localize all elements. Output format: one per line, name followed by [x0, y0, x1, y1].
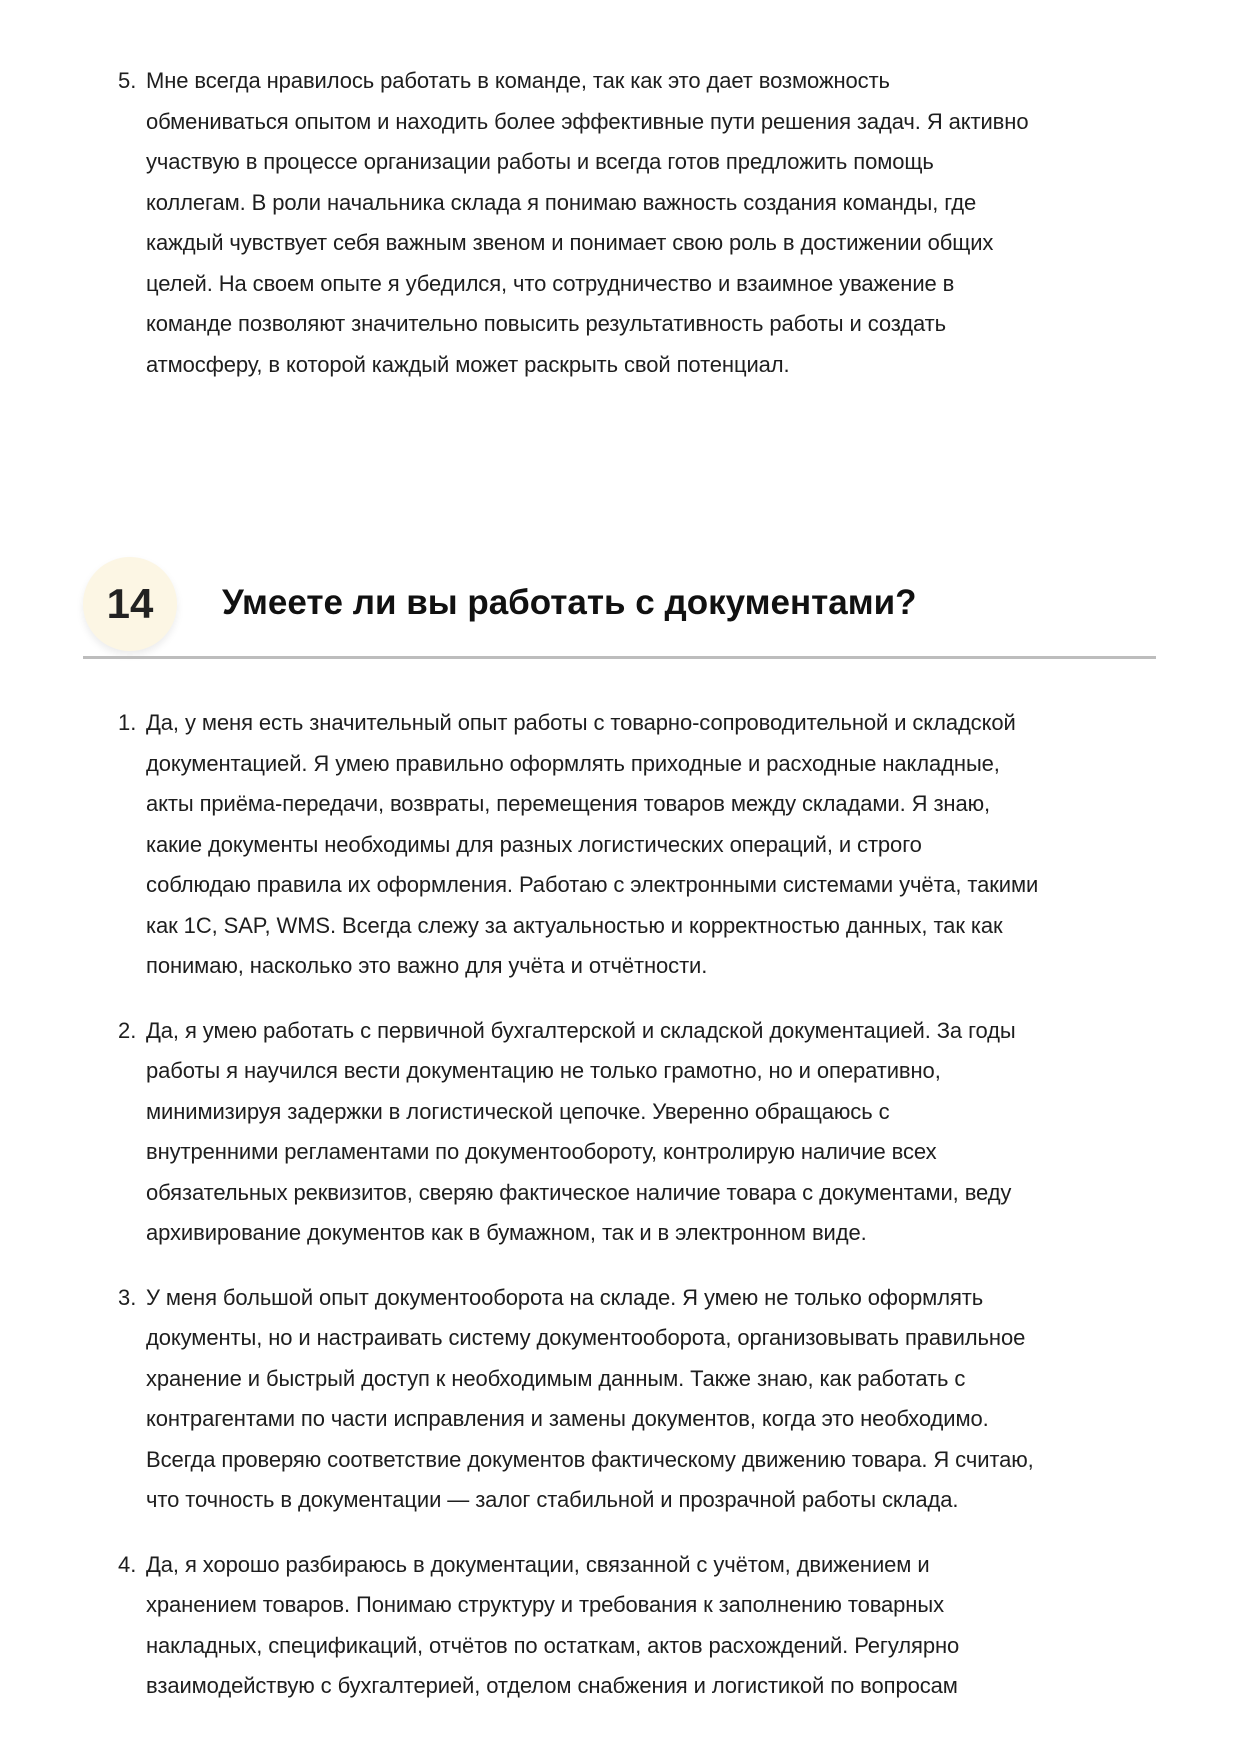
list-item-text-line: минимизируя задержки в логистической цепочке. Уверенно обращаюсь с	[146, 1098, 890, 1124]
list-item-text-line: обязательных реквизитов, сверяю фактическое наличие товара с документами, веду	[146, 1179, 1012, 1205]
list-item-text-line: работы я научился вести документацию не только грамотно, но и оперативно,	[146, 1058, 941, 1083]
list-item-number: 3.	[118, 1284, 137, 1310]
list-item-text-line: целей. На своем опыте я убедился, что сотрудничество и взаимное уважение в	[146, 270, 955, 296]
list-item	[0, 1278, 1239, 1521]
list-item	[0, 703, 1239, 987]
answer-list	[0, 703, 1239, 1731]
list-item-text-line: взаимодействую с бухгалтерией, отделом снабжения и логистикой по вопросам	[146, 1673, 958, 1698]
list-item-text-line: что точность в документации — залог стабильной и прозрачной работы склада.	[146, 1487, 959, 1512]
list-item-number: 4.	[118, 1551, 137, 1577]
list-item-text-line: Мне всегда нравилось работать в команде, так как это дает возможность	[146, 68, 890, 93]
section-divider	[83, 656, 1156, 659]
list-item-number: 2.	[118, 1017, 137, 1043]
question-number-badge: 14	[83, 557, 177, 651]
list-item-text-line: понимаю, насколько это важно для учёта и отчётности.	[146, 953, 708, 978]
list-item-text-line: акты приёма-передачи, возвраты, перемещения товаров между складами. Я знаю,	[146, 791, 991, 816]
list-item-text-line: Всегда проверяю соответствие документов фактическому движению товара. Я считаю,	[146, 1446, 1034, 1472]
list-item-text-line: участвую в процессе организации работы и всегда готов предложить помощь	[146, 149, 934, 174]
list-item-text-line: коллегам. В роли начальника склада я понимаю важность создания команды, где	[146, 189, 977, 215]
list-item-text-line: как 1С, SAP, WMS. Всегда слежу за актуальностью и корректностью данных, так как	[146, 912, 1003, 938]
list-item-text-line: хранение и быстрый доступ к необходимым данным. Также знаю, как работать с	[146, 1365, 966, 1391]
list-item-text-line: атмосферу, в которой каждый может раскрыть свой потенциал.	[146, 351, 790, 377]
list-item-text-line: команде позволяют значительно повысить результативность работы и создать	[146, 311, 946, 336]
list-item	[0, 1545, 1239, 1707]
list-item-text-line: какие документы необходимы для разных логистических операций, и строго	[146, 831, 922, 857]
list-item-text-line: документацией. Я умею правильно оформлять приходные и расходные накладные,	[146, 750, 1000, 776]
list-item-text-line: соблюдаю правила их оформления. Работаю с электронными системами учёта, такими	[146, 872, 1039, 897]
list-item-text-line: Да, у меня есть значительный опыт работы с товарно-сопроводительной и складской	[146, 710, 1016, 735]
list-item	[0, 1011, 1239, 1254]
list-item-text-line: накладных, спецификаций, отчётов по остаткам, актов расхождений. Регулярно	[146, 1632, 960, 1658]
previous-answer-list	[0, 61, 1239, 409]
list-item-text-line: контрагентами по части исправления и замены документов, когда это необходимо.	[146, 1406, 989, 1431]
list-item-text-line: каждый чувствует себя важным звеном и понимает свою роль в достижении общих	[146, 230, 994, 255]
list-item-text-line: документы, но и настраивать систему документооборота, организовывать правильное	[146, 1325, 1026, 1350]
list-item	[0, 61, 1239, 385]
question-title: Умеете ли вы работать с документами?	[222, 583, 917, 622]
list-item-text-line: Да, я умею работать с первичной бухгалтерской и складской документацией. За годы	[146, 1017, 1016, 1043]
list-item-text-line: обмениваться опытом и находить более эффективные пути решения задач. Я активно	[146, 108, 1029, 134]
list-item-text-line: Да, я хорошо разбираюсь в документации, связанной с учётом, движением и	[146, 1551, 930, 1577]
section-header	[83, 555, 1156, 659]
list-item-text-line: хранением товаров. Понимаю структуру и требования к заполнению товарных	[146, 1592, 944, 1617]
list-item-number: 1.	[118, 710, 137, 735]
list-item-number: 5.	[118, 68, 137, 93]
list-item-text-line: У меня большой опыт документооборота на складе. Я умею не только оформлять	[146, 1284, 984, 1310]
list-item-text-line: внутренними регламентами по документообороту, контролирую наличие всех	[146, 1139, 937, 1164]
list-item-text-line: архивирование документов как в бумажном, так и в электронном виде.	[146, 1220, 867, 1245]
